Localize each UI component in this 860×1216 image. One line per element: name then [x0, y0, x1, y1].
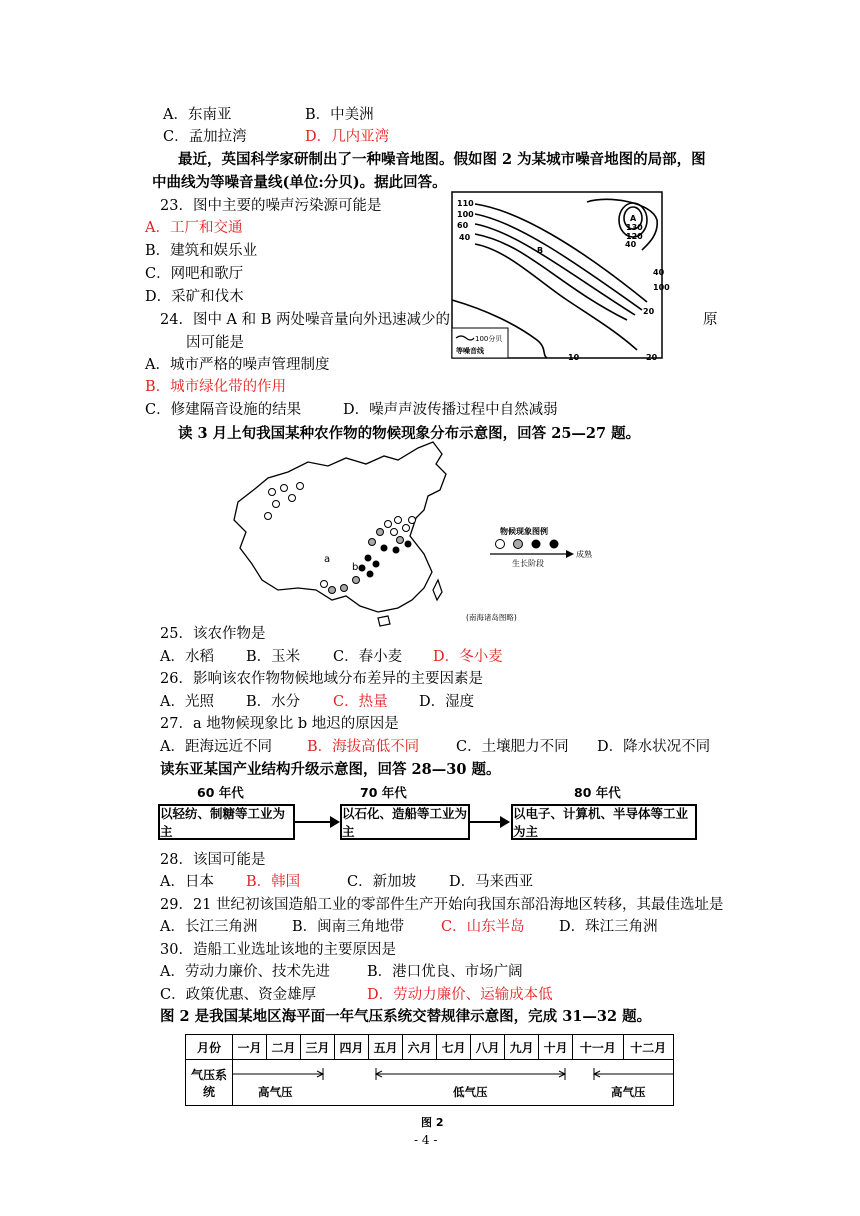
legend-stage-icon [532, 540, 541, 549]
china-outline [234, 442, 446, 612]
phenology-point [385, 521, 392, 528]
phenology-point [289, 495, 296, 502]
contour-label: 40 [459, 233, 471, 242]
contour-label: 20 [643, 307, 655, 316]
month-cell: 九月 [505, 1035, 539, 1060]
month-cell: 六月 [403, 1035, 437, 1060]
month-cell: 十月 [539, 1035, 573, 1060]
answer-option: B．海拔高低不同 [307, 739, 420, 755]
contour-label: 100 [457, 210, 474, 219]
contour-label: 60 [457, 221, 469, 230]
option-text: C．春小麦 [333, 649, 403, 665]
phenology-point [265, 513, 272, 520]
answer-option: B．城市绿化带的作用 [145, 379, 287, 395]
option-text: B．建筑和娱乐业 [145, 243, 258, 259]
phenology-point [321, 581, 328, 588]
phenology-point [353, 577, 360, 584]
contour-label: 40 [625, 240, 637, 249]
option-text: B．闽南三角地带 [292, 919, 405, 935]
contour-label: 110 [457, 199, 474, 208]
section-intro: 最近，英国科学家研制出了一种噪音地图。假如图 2 为某城市噪音地图的局部，图 [178, 151, 706, 168]
option-text: C．新加坡 [347, 874, 417, 890]
pressure-bar-cell [233, 1060, 674, 1106]
pressure-row [186, 1060, 674, 1106]
answer-option: B．韩国 [246, 874, 301, 890]
section-intro: 中曲线为等噪音量线(单位:分贝)。据此回答。 [152, 174, 447, 191]
option-text: B．港口优良、市场广阔 [367, 964, 523, 980]
phenology-point [381, 545, 388, 552]
phenology-point [373, 561, 380, 568]
legend-end: 成熟 [576, 550, 592, 559]
phenology-point [405, 541, 412, 548]
question-stem: 27．a 地物候现象比 b 地迟的原因是 [160, 716, 399, 732]
question-stem: 29．21 世纪初该国造船工业的零部件生产开始向我国东部沿海地区转移，其最佳选址是 [160, 897, 724, 913]
phenology-points [265, 483, 416, 594]
option-text: C．孟加拉湾 [163, 129, 247, 145]
phenology-point [365, 555, 372, 562]
phenology-point [269, 489, 276, 496]
legend-name: 等噪音线 [456, 347, 484, 355]
section-intro: 读 3 月上旬我国某种农作物的物候现象分布示意图，回答 25—27 题。 [178, 425, 641, 442]
option-text: A．长江三角洲 [160, 919, 258, 935]
decade-label: 80 年代 [574, 785, 621, 800]
answer-option: A．工厂和交通 [145, 220, 243, 236]
phenology-point [369, 539, 376, 546]
phenology-point [273, 501, 280, 508]
contour-label: 20 [646, 353, 658, 362]
taiwan-outline [433, 580, 442, 600]
legend-value: 100分贝 [475, 335, 503, 343]
legend-title: 物候现象图例 [500, 527, 548, 536]
phenology-point [403, 525, 410, 532]
contour-label: 130 [626, 223, 643, 232]
legend-stage: 生长阶段 [512, 559, 544, 568]
option-text: A．水稻 [160, 649, 214, 665]
map-note: (南海诸岛图略) [466, 613, 517, 622]
decade-label: 60 年代 [197, 785, 244, 800]
phenology-point [393, 547, 400, 554]
phenology-point [367, 571, 374, 578]
option-text: D．噪声声波传播过程中自然减弱 [343, 402, 558, 418]
option-text: D．采矿和伐木 [145, 289, 244, 305]
phenology-point [391, 529, 398, 536]
option-text: A．距海远近不同 [160, 739, 272, 755]
option-text: A．日本 [160, 874, 214, 890]
phenology-point [395, 517, 402, 524]
hainan-outline [378, 616, 390, 626]
option-text: C．政策优惠、资金雄厚 [160, 987, 317, 1003]
point-b-label: b [352, 562, 359, 573]
option-text: C．网吧和歌厅 [145, 266, 244, 282]
month-row [186, 1035, 674, 1060]
pressure-periods [233, 1060, 673, 1105]
phenology-point [359, 565, 366, 572]
question-stem: 原 [703, 312, 718, 328]
month-cell: 二月 [267, 1035, 301, 1060]
option-text: A．东南亚 [163, 107, 232, 123]
month-cell: 十二月 [623, 1035, 674, 1060]
option-text: D．降水状况不同 [597, 739, 711, 755]
answer-option: D．劳动力廉价、运输成本低 [367, 987, 553, 1003]
option-text: D．马来西亚 [449, 874, 534, 890]
decade-label: 70 年代 [360, 785, 407, 800]
month-cell: 五月 [369, 1035, 403, 1060]
question-stem: 因可能是 [186, 335, 244, 351]
phenology-point [281, 485, 288, 492]
industry-stage-box: 以电子、计算机、半导体等工业为主 [511, 804, 697, 840]
question-stem: 23．图中主要的噪声污染源可能是 [160, 198, 382, 214]
flow-arrows [290, 810, 520, 834]
section-intro: 读东亚某国产业结构升级示意图，回答 28—30 题。 [160, 761, 501, 778]
period-label: 低气压 [453, 1085, 488, 1099]
month-cell: 三月 [301, 1035, 335, 1060]
option-text: A．光照 [160, 694, 214, 710]
legend-stage-icon [514, 540, 523, 549]
pressure-calendar-table [185, 1034, 674, 1106]
phenology-point [397, 537, 404, 544]
phenology-point [341, 585, 348, 592]
section-intro: 图 2 是我国某地区海平面一年气压系统交替规律示意图，完成 31—32 题。 [160, 1008, 652, 1025]
point-a-label: A [630, 214, 637, 223]
option-text: D．湿度 [419, 694, 475, 710]
answer-option: D．几内亚湾 [305, 129, 390, 145]
arrow-right-icon [330, 816, 340, 828]
phenology-point [297, 483, 304, 490]
system-header: 气压系统 [186, 1060, 233, 1106]
answer-option: D．冬小麦 [433, 649, 503, 665]
question-stem: 28．该国可能是 [160, 852, 266, 868]
option-text: C．修建隔音设施的结果 [145, 402, 302, 418]
period-label: 高气压 [258, 1085, 293, 1099]
question-stem: 26．影响该农作物物候地域分布差异的主要因素是 [160, 671, 483, 687]
month-cell: 八月 [471, 1035, 505, 1060]
point-a-label: a [324, 554, 331, 565]
option-text: D．珠江三角洲 [559, 919, 658, 935]
option-text: B．中美洲 [305, 107, 374, 123]
figure-caption: 图 2 [421, 1116, 444, 1129]
china-phenology-map [228, 440, 658, 630]
arrow-right-icon [566, 550, 574, 558]
option-text: B．水分 [246, 694, 301, 710]
month-cell: 七月 [437, 1035, 471, 1060]
month-header: 月份 [186, 1035, 233, 1060]
page-number: - 4 - [414, 1133, 438, 1147]
industry-stage-box: 以石化、造船等工业为主 [340, 804, 470, 840]
arrow-right-icon [500, 816, 510, 828]
question-stem: 30．造船工业选址该地的主要原因是 [160, 942, 396, 958]
question-stem: 25．该农作物是 [160, 626, 266, 642]
noise-contour-map [447, 190, 673, 380]
answer-option: C．山东半岛 [441, 919, 525, 935]
industry-stage-box: 以轻纺、制糖等工业为主 [158, 804, 295, 840]
legend-stage-icon [496, 540, 505, 549]
phenology-point [409, 517, 416, 524]
answer-option: C．热量 [333, 694, 388, 710]
legend-stage-icon [550, 540, 559, 549]
option-text: A．城市严格的噪声管理制度 [145, 357, 330, 373]
option-text: A．劳动力廉价、技术先进 [160, 964, 330, 980]
contour-label: 120 [626, 232, 643, 241]
contour-label: 100 [653, 283, 670, 292]
question-stem: 24．图中 A 和 B 两处噪音量向外迅速减少的 [160, 312, 451, 328]
period-label: 高气压 [611, 1085, 646, 1099]
contour-label: 10 [568, 353, 580, 362]
phenology-point [329, 587, 336, 594]
contour-label: 40 [653, 268, 665, 277]
month-cell: 四月 [335, 1035, 369, 1060]
option-text: B．玉米 [246, 649, 301, 665]
option-text: C．土壤肥力不同 [456, 739, 569, 755]
month-cell: 十一月 [573, 1035, 623, 1060]
point-b-label: B [537, 246, 544, 255]
month-cell: 一月 [233, 1035, 267, 1060]
phenology-point [377, 529, 384, 536]
